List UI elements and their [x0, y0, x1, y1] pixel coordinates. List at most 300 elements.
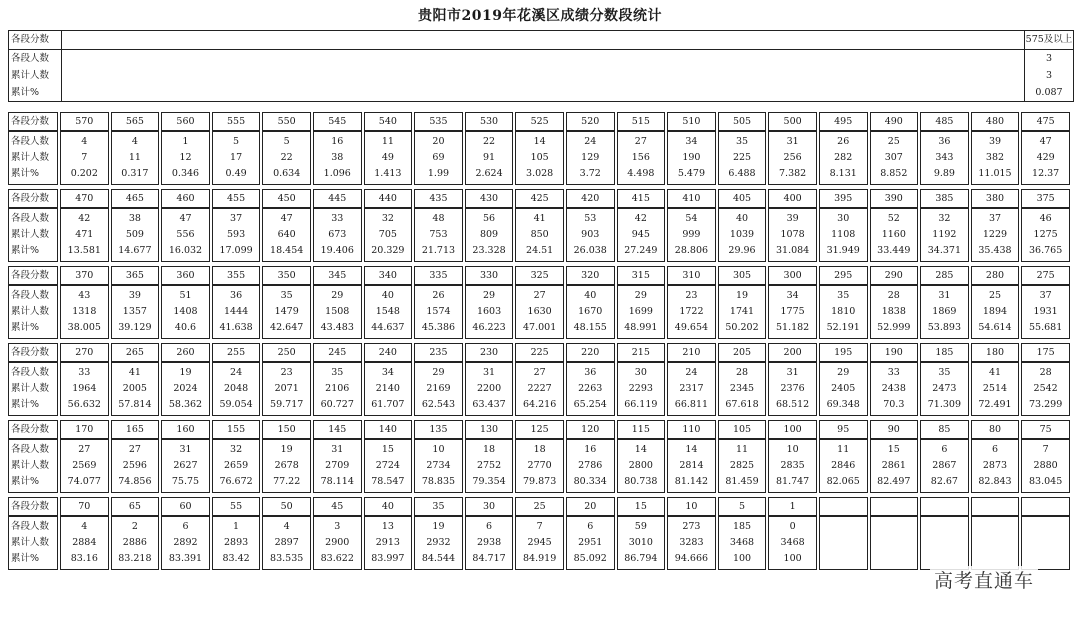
score-block [6, 266, 1072, 339]
count-cell: 29 [617, 285, 666, 304]
cum-cell: 1444 [212, 304, 261, 320]
pct-cell: 31.084 [768, 243, 817, 262]
score-cell [1021, 497, 1070, 516]
score-cell [920, 497, 969, 516]
blank-cell [62, 50, 1025, 102]
cum-cell: 2880 [1021, 458, 1070, 474]
cum-cell: 2814 [667, 458, 716, 474]
pct-cell: 5.479 [667, 166, 716, 185]
count-label: 各段人数 [8, 439, 58, 458]
score-cell: 400 [768, 189, 817, 208]
score-cell: 370 [60, 266, 109, 285]
cum-label: 累计人数 [8, 150, 58, 166]
cum-cell: 2569 [60, 458, 109, 474]
pct-label: 累计% [8, 551, 58, 570]
score-cell: 105 [718, 420, 767, 439]
cum-cell: 69 [414, 150, 463, 166]
pct-cell: 48.991 [617, 320, 666, 339]
cum-cell: 282 [819, 150, 868, 166]
cum-cell: 2169 [414, 381, 463, 397]
score-cell: 410 [667, 189, 716, 208]
count-cell: 10 [414, 439, 463, 458]
count-cell: 1 [161, 131, 210, 150]
cum-label: 累计人数 [8, 458, 58, 474]
count-cell: 29 [414, 362, 463, 381]
score-cell: 35 [414, 497, 463, 516]
pct-cell: 13.581 [60, 243, 109, 262]
score-cell: 320 [566, 266, 615, 285]
count-cell: 28 [870, 285, 919, 304]
score-cell: 65 [111, 497, 160, 516]
count-cell: 3 [313, 516, 362, 535]
score-cell: 125 [515, 420, 564, 439]
count-cell: 31 [465, 362, 514, 381]
cum-cell: 2376 [768, 381, 817, 397]
score-cell: 485 [920, 112, 969, 131]
top-pct: 0.087 [1035, 87, 1063, 98]
score-cell: 525 [515, 112, 564, 131]
cum-cell: 429 [1021, 150, 1070, 166]
pct-cell: 71.309 [920, 397, 969, 416]
count-cell: 33 [870, 362, 919, 381]
count-cell: 56 [465, 208, 514, 227]
score-label: 各段分数 [8, 112, 58, 131]
count-cell: 27 [515, 285, 564, 304]
score-cell: 275 [1021, 266, 1070, 285]
cum-label: 累计人数 [8, 535, 58, 551]
top-score: 575及以上 [1025, 31, 1074, 50]
cum-cell: 1670 [566, 304, 615, 320]
score-cell: 100 [768, 420, 817, 439]
cum-cell: 2825 [718, 458, 767, 474]
score-cell: 415 [617, 189, 666, 208]
pct-cell: 8.131 [819, 166, 868, 185]
top-values [1025, 50, 1074, 102]
score-block [6, 497, 1072, 570]
pct-cell: 0.317 [111, 166, 160, 185]
cum-cell: 17 [212, 150, 261, 166]
pct-cell: 80.334 [566, 474, 615, 493]
pct-cell: 42.647 [262, 320, 311, 339]
score-cell: 205 [718, 343, 767, 362]
pct-cell: 3.72 [566, 166, 615, 185]
cum-cell: 2835 [768, 458, 817, 474]
score-cell: 295 [819, 266, 868, 285]
cum-cell: 1229 [971, 227, 1020, 243]
count-cell: 185 [718, 516, 767, 535]
pct-cell: 21.713 [414, 243, 463, 262]
cum-cell: 2106 [313, 381, 362, 397]
cum-cell: 1574 [414, 304, 463, 320]
score-cell: 190 [870, 343, 919, 362]
score-cell: 470 [60, 189, 109, 208]
score-cell: 15 [617, 497, 666, 516]
cum-cell: 2770 [515, 458, 564, 474]
cum-cell: 3468 [768, 535, 817, 551]
count-cell: 41 [111, 362, 160, 381]
pct-cell: 63.437 [465, 397, 514, 416]
pct-cell: 27.249 [617, 243, 666, 262]
score-cell: 345 [313, 266, 362, 285]
cum-cell: 1039 [718, 227, 767, 243]
cum-label: 累计人数 [8, 381, 58, 397]
pct-cell: 82.67 [920, 474, 969, 493]
pct-label: 累计% [8, 474, 58, 493]
cum-cell: 2786 [566, 458, 615, 474]
count-cell: 47 [161, 208, 210, 227]
cum-cell: 91 [465, 150, 514, 166]
cum-cell: 1699 [617, 304, 666, 320]
count-cell: 43 [60, 285, 109, 304]
cum-cell: 2884 [60, 535, 109, 551]
pct-cell: 16.032 [161, 243, 210, 262]
cum-cell: 2846 [819, 458, 868, 474]
score-cell: 50 [262, 497, 311, 516]
count-cell: 5 [212, 131, 261, 150]
score-cell: 160 [161, 420, 210, 439]
count-cell: 16 [313, 131, 362, 150]
cum-cell: 2473 [920, 381, 969, 397]
cum-cell: 753 [414, 227, 463, 243]
pct-cell: 6.488 [718, 166, 767, 185]
count-cell: 33 [60, 362, 109, 381]
count-cell: 41 [515, 208, 564, 227]
count-cell: 34 [667, 131, 716, 150]
count-cell: 19 [718, 285, 767, 304]
count-cell: 19 [414, 516, 463, 535]
score-cell [971, 497, 1020, 516]
score-cell: 220 [566, 343, 615, 362]
count-cell: 5 [262, 131, 311, 150]
score-cell: 555 [212, 112, 261, 131]
cum-cell: 2678 [262, 458, 311, 474]
count-cell: 10 [768, 439, 817, 458]
cum-cell: 1508 [313, 304, 362, 320]
count-cell: 28 [718, 362, 767, 381]
watermark: 高考直通车 [930, 566, 1038, 593]
score-cell: 280 [971, 266, 1020, 285]
pct-cell: 40.6 [161, 320, 210, 339]
cum-cell: 903 [566, 227, 615, 243]
score-cell: 285 [920, 266, 969, 285]
score-block [6, 420, 1072, 493]
score-label: 各段分数 [9, 31, 62, 50]
score-cell: 185 [920, 343, 969, 362]
cum-cell: 2709 [313, 458, 362, 474]
count-cell: 18 [465, 439, 514, 458]
score-cell: 560 [161, 112, 210, 131]
count-cell: 46 [1021, 208, 1070, 227]
count-cell: 32 [920, 208, 969, 227]
count-cell: 37 [1021, 285, 1070, 304]
cum-cell: 1775 [768, 304, 817, 320]
count-cell: 40 [718, 208, 767, 227]
score-cell: 455 [212, 189, 261, 208]
score-cell: 480 [971, 112, 1020, 131]
cum-cell: 2800 [617, 458, 666, 474]
score-label: 各段分数 [8, 420, 58, 439]
pct-cell: 65.254 [566, 397, 615, 416]
score-label: 各段分数 [8, 497, 58, 516]
score-cell: 45 [313, 497, 362, 516]
cum-cell: 945 [617, 227, 666, 243]
pct-cell: 52.191 [819, 320, 868, 339]
cum-label: 累计人数 [11, 70, 50, 81]
pct-cell: 2.624 [465, 166, 514, 185]
pct-row [8, 320, 1070, 339]
score-cell: 10 [667, 497, 716, 516]
pct-cell: 0.202 [60, 166, 109, 185]
cum-cell: 190 [667, 150, 716, 166]
pct-cell: 80.738 [617, 474, 666, 493]
count-row [8, 285, 1070, 304]
score-cell: 310 [667, 266, 716, 285]
count-cell: 35 [819, 285, 868, 304]
cum-cell: 2024 [161, 381, 210, 397]
count-cell: 30 [819, 208, 868, 227]
count-cell: 14 [515, 131, 564, 150]
pct-cell: 83.42 [212, 551, 261, 570]
cum-cell: 2140 [364, 381, 413, 397]
count-row [8, 208, 1070, 227]
cum-cell: 471 [60, 227, 109, 243]
pct-cell: 75.75 [161, 474, 210, 493]
pct-cell: 78.547 [364, 474, 413, 493]
pct-cell: 94.666 [667, 551, 716, 570]
cum-cell: 2227 [515, 381, 564, 397]
pct-cell: 12.37 [1021, 166, 1070, 185]
score-cell: 535 [414, 112, 463, 131]
cum-cell: 2200 [465, 381, 514, 397]
count-label: 各段人数 [8, 362, 58, 381]
score-cell: 440 [364, 189, 413, 208]
cum-cell: 2897 [262, 535, 311, 551]
count-cell: 37 [971, 208, 1020, 227]
score-row [8, 420, 1070, 439]
pct-cell: 86.794 [617, 551, 666, 570]
cum-cell [971, 535, 1020, 551]
cum-cell: 256 [768, 150, 817, 166]
count-cell: 42 [617, 208, 666, 227]
score-cell: 475 [1021, 112, 1070, 131]
cum-cell: 12 [161, 150, 210, 166]
pct-cell: 56.632 [60, 397, 109, 416]
pct-cell: 35.438 [971, 243, 1020, 262]
pct-cell: 4.498 [617, 166, 666, 185]
score-row [8, 189, 1070, 208]
count-cell: 15 [870, 439, 919, 458]
pct-label: 累计% [8, 166, 58, 185]
cum-cell: 1548 [364, 304, 413, 320]
score-label: 各段分数 [8, 189, 58, 208]
count-label: 各段人数 [8, 208, 58, 227]
cum-cell: 1838 [870, 304, 919, 320]
pct-cell: 20.329 [364, 243, 413, 262]
blank-cell [62, 31, 1025, 50]
score-cell: 210 [667, 343, 716, 362]
count-cell: 19 [161, 362, 210, 381]
pct-cell: 39.129 [111, 320, 160, 339]
count-label: 各段人数 [8, 516, 58, 535]
pct-cell: 45.386 [414, 320, 463, 339]
pct-cell: 74.856 [111, 474, 160, 493]
count-cell: 4 [262, 516, 311, 535]
score-block [6, 112, 1072, 185]
cum-cell: 3283 [667, 535, 716, 551]
cum-cell: 2071 [262, 381, 311, 397]
score-cell: 175 [1021, 343, 1070, 362]
count-cell: 51 [161, 285, 210, 304]
count-cell: 30 [617, 362, 666, 381]
cum-label: 累计人数 [8, 304, 58, 320]
count-cell: 4 [111, 131, 160, 150]
score-cell: 145 [313, 420, 362, 439]
count-cell: 29 [465, 285, 514, 304]
score-row [8, 497, 1070, 516]
count-cell: 23 [262, 362, 311, 381]
score-cell: 290 [870, 266, 919, 285]
pct-cell: 14.677 [111, 243, 160, 262]
pct-cell: 83.622 [313, 551, 362, 570]
score-cell: 55 [212, 497, 261, 516]
count-cell: 1 [212, 516, 261, 535]
count-cell: 14 [617, 439, 666, 458]
pct-cell: 38.005 [60, 320, 109, 339]
cum-cell [920, 535, 969, 551]
score-label: 各段分数 [8, 343, 58, 362]
score-cell: 270 [60, 343, 109, 362]
pct-cell: 7.382 [768, 166, 817, 185]
pct-cell: 50.202 [718, 320, 767, 339]
pct-cell [870, 551, 919, 570]
count-cell: 31 [161, 439, 210, 458]
pct-cell: 68.512 [768, 397, 817, 416]
score-cell: 335 [414, 266, 463, 285]
count-cell: 6 [566, 516, 615, 535]
pct-cell: 51.182 [768, 320, 817, 339]
pct-cell: 53.893 [920, 320, 969, 339]
pct-cell: 84.544 [414, 551, 463, 570]
score-cell: 430 [465, 189, 514, 208]
score-cell: 215 [617, 343, 666, 362]
cum-cell: 49 [364, 150, 413, 166]
cum-cell: 2734 [414, 458, 463, 474]
cum-cell: 1741 [718, 304, 767, 320]
cum-cell: 2867 [920, 458, 969, 474]
pct-cell: 60.727 [313, 397, 362, 416]
pct-cell: 84.919 [515, 551, 564, 570]
cum-row [8, 535, 1070, 551]
count-cell [819, 516, 868, 535]
pct-cell: 47.001 [515, 320, 564, 339]
pct-cell: 8.852 [870, 166, 919, 185]
count-cell: 37 [212, 208, 261, 227]
count-cell: 34 [768, 285, 817, 304]
count-cell: 54 [667, 208, 716, 227]
score-cell: 570 [60, 112, 109, 131]
pct-cell: 81.459 [718, 474, 767, 493]
pct-cell: 79.354 [465, 474, 514, 493]
count-cell: 0 [768, 516, 817, 535]
cum-cell: 556 [161, 227, 210, 243]
pct-cell: 1.413 [364, 166, 413, 185]
count-cell: 52 [870, 208, 919, 227]
score-cell: 70 [60, 497, 109, 516]
score-cell: 545 [313, 112, 362, 131]
pct-cell: 44.637 [364, 320, 413, 339]
pct-row [8, 243, 1070, 262]
score-cell: 465 [111, 189, 160, 208]
cum-cell: 2659 [212, 458, 261, 474]
cum-cell: 1078 [768, 227, 817, 243]
count-cell: 27 [515, 362, 564, 381]
cum-cell: 999 [667, 227, 716, 243]
cum-cell: 2886 [111, 535, 160, 551]
cum-cell: 1931 [1021, 304, 1070, 320]
cum-row [8, 458, 1070, 474]
pct-cell: 0.634 [262, 166, 311, 185]
cum-cell: 809 [465, 227, 514, 243]
score-cell: 1 [768, 497, 817, 516]
cum-cell: 2405 [819, 381, 868, 397]
score-block [6, 189, 1072, 262]
pct-cell: 61.707 [364, 397, 413, 416]
pct-cell: 83.391 [161, 551, 210, 570]
count-cell: 33 [313, 208, 362, 227]
count-cell: 35 [313, 362, 362, 381]
score-row [8, 343, 1070, 362]
score-cell: 365 [111, 266, 160, 285]
count-cell: 42 [60, 208, 109, 227]
count-cell: 32 [364, 208, 413, 227]
cum-cell: 382 [971, 150, 1020, 166]
pct-cell: 17.099 [212, 243, 261, 262]
count-cell: 40 [566, 285, 615, 304]
score-label: 各段分数 [8, 266, 58, 285]
count-cell: 27 [617, 131, 666, 150]
cum-cell: 2951 [566, 535, 615, 551]
count-cell: 4 [60, 131, 109, 150]
score-cell: 360 [161, 266, 210, 285]
score-cell: 385 [920, 189, 969, 208]
cum-cell: 1408 [161, 304, 210, 320]
count-cell: 20 [414, 131, 463, 150]
score-cell: 500 [768, 112, 817, 131]
cum-cell: 2005 [111, 381, 160, 397]
score-cell: 20 [566, 497, 615, 516]
pct-cell: 79.873 [515, 474, 564, 493]
count-cell: 34 [364, 362, 413, 381]
cum-cell: 1275 [1021, 227, 1070, 243]
pct-cell: 34.371 [920, 243, 969, 262]
count-label: 各段人数 [8, 285, 58, 304]
pct-cell: 83.997 [364, 551, 413, 570]
cum-row [8, 304, 1070, 320]
pct-cell: 73.299 [1021, 397, 1070, 416]
count-label: 各段人数 [11, 53, 50, 64]
pct-cell [819, 551, 868, 570]
cum-cell: 343 [920, 150, 969, 166]
cum-cell: 705 [364, 227, 413, 243]
pct-cell: 81.747 [768, 474, 817, 493]
pct-label: 累计% [8, 397, 58, 416]
score-cell: 445 [313, 189, 362, 208]
score-row [8, 112, 1070, 131]
count-cell [870, 516, 919, 535]
pct-cell: 82.843 [971, 474, 1020, 493]
cum-cell: 673 [313, 227, 362, 243]
count-cell: 6 [971, 439, 1020, 458]
